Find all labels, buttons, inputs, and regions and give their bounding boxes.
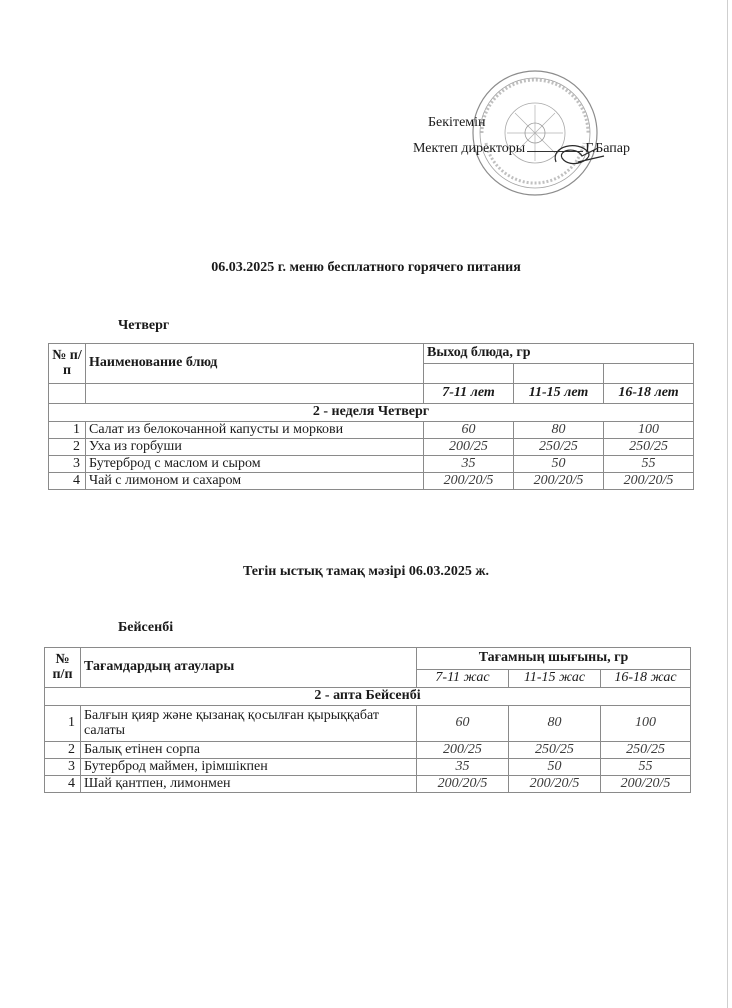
dish-name: Балғын қияр және қызанақ қосылған қырыққабат салаты (81, 706, 417, 742)
dish-name: Бутерброд с маслом и сыром (86, 456, 424, 473)
dish-name: Шай қантпен, лимонмен (81, 776, 417, 793)
age-header: 16-18 жас (601, 670, 691, 688)
header-dish-name: Тағамдардың атаулары (81, 648, 417, 688)
header-num: № п/п (49, 344, 86, 384)
header-dish-name: Наименование блюд (86, 344, 424, 384)
dish-name: Чай с лимоном и сахаром (86, 473, 424, 490)
week-label: 2 - неделя Четверг (49, 404, 694, 422)
menu-table-kz (44, 647, 691, 793)
page-edge-line (727, 0, 728, 1008)
official-seal-stamp (470, 68, 600, 198)
table-row: 4 Шай қантпен, лимонмен 200/20/5 200/20/5 200/20/5 (45, 776, 691, 793)
week-label: 2 - апта Бейсенбі (45, 688, 691, 706)
dish-name: Балық етінен сорпа (81, 742, 417, 759)
handwritten-signature (548, 136, 608, 176)
table-row: 1 Балғын қияр және қызанақ қосылған қырыққабат салаты 60 80 100 (45, 706, 691, 742)
menu-title-kz: Тегін ыстық тамақ мәзірі 06.03.2025 ж. (243, 564, 489, 579)
age-header: 11-15 лет (514, 384, 604, 404)
day-label-ru: Четверг (118, 318, 170, 333)
age-header: 7-11 лет (424, 384, 514, 404)
table-row: 2 Уха из горбуши 200/25 250/25 250/25 (49, 439, 694, 456)
age-header: 7-11 жас (417, 670, 509, 688)
table-row: 3 Бутерброд маймен, ірімшікпен 35 50 55 (45, 759, 691, 776)
signer-name: Г.Бапар (585, 141, 631, 156)
table-row: 4 Чай с лимоном и сахаром 200/20/5 200/20/5 200/20/5 (49, 473, 694, 490)
age-header: 16-18 лет (604, 384, 694, 404)
day-label-kz: Бейсенбі (118, 620, 174, 635)
table-row: 3 Бутерброд с маслом и сыром 35 50 55 (49, 456, 694, 473)
dish-name: Салат из белокочанной капусты и моркови (86, 422, 424, 439)
header-num: № п/п (45, 648, 81, 688)
table-row: 1 Салат из белокочанной капусты и моркови 60 80 100 (49, 422, 694, 439)
menu-table-ru (48, 343, 694, 490)
dish-name: Уха из горбуши (86, 439, 424, 456)
header-yield: Выход блюда, гр (424, 344, 694, 364)
age-header: 11-15 жас (509, 670, 601, 688)
dish-name: Бутерброд маймен, ірімшікпен (81, 759, 417, 776)
menu-title-ru: 06.03.2025 г. меню бесплатного горячего питания (211, 260, 521, 275)
director-title: Мектеп директоры (413, 141, 526, 156)
header-yield: Тағамның шығыны, гр (417, 648, 691, 670)
table-row: 2 Балық етінен сорпа 200/25 250/25 250/25 (45, 742, 691, 759)
approval-line-1: Бекітемін (428, 115, 486, 130)
